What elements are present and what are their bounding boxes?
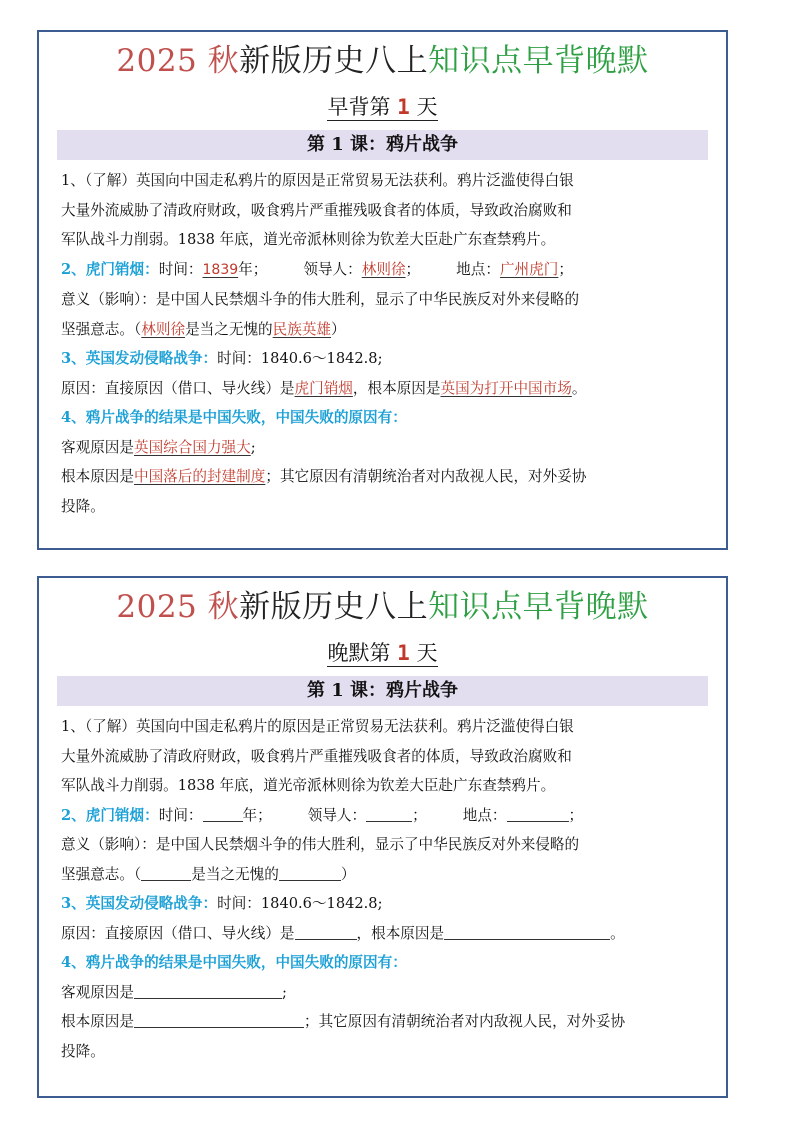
leader-label: 领导人： (303, 260, 362, 278)
significance-line-2 (61, 315, 708, 345)
significance-line: 意义（影响）：是中国人民禁烟斗争的伟大胜利，显示了中华民族反对外来侵略的 (61, 836, 580, 853)
day-subtitle (39, 638, 726, 668)
morning-recite-card (37, 30, 728, 550)
blank-root-cause[interactable] (444, 923, 610, 940)
blank-place[interactable] (507, 805, 569, 822)
answer-root-cause: 英国为打开中国市场 (440, 379, 572, 397)
semicolon: ； (568, 806, 584, 824)
significance-line-2 (61, 860, 708, 890)
day-number: 1 (397, 95, 410, 119)
section-heading: 4、鸦片战争的结果是中国失败，中国失败的原因有： (61, 409, 407, 426)
title-year-autumn: 2025 秋 (116, 589, 240, 625)
day-subtitle-underlined (327, 95, 437, 121)
answer-direct-cause: 虎门销烟 (294, 379, 353, 397)
paragraph-line: 1、（了解）英国向中国走私鸦片的原因是正常贸易无法获利。鸦片泛滥使得白银 (61, 172, 574, 189)
blank-root[interactable] (134, 1011, 304, 1028)
war-time: 时间：1840.6～1842.8; (217, 895, 383, 912)
cause-mid: ，根本原因是 (356, 924, 445, 942)
last-line: 投降。 (61, 1042, 105, 1060)
humen-line: 2、虎门销烟：时间：1839年； 领导人：林则徐； 地点：广州虎门； (61, 260, 573, 278)
result-line (61, 948, 708, 978)
section-heading: 3、英国发动侵略战争： (61, 895, 218, 912)
root-prefix: 根本原因是 (61, 468, 134, 485)
blank-objective[interactable] (134, 982, 282, 999)
subtitle-prefix: 晚默第 (327, 641, 391, 665)
section-heading: 2、虎门销烟： (61, 806, 159, 824)
cause-line (61, 374, 708, 404)
section-heading: 4、鸦片战争的结果是中国失败，中国失败的原因有： (61, 954, 407, 971)
card-title (39, 42, 726, 80)
title-knowledge: 知识点早背晚默 (428, 589, 649, 625)
year-suffix: 年； (238, 260, 268, 278)
day-number: 1 (397, 641, 410, 665)
root-line (61, 462, 708, 492)
time-label: 时间： (158, 806, 203, 824)
result-line (61, 403, 708, 433)
answer-hero-name: 林则徐 (141, 320, 186, 338)
card-title (39, 588, 726, 626)
evening-dictation-card (37, 576, 728, 1098)
cause-end: 。 (571, 379, 587, 397)
cause-end: 。 (610, 924, 625, 942)
last-line: 投降。 (61, 497, 105, 515)
obj-end: ; (281, 983, 287, 1001)
cause-prefix: 原因：直接原因（借口、导火线）是 (61, 924, 295, 942)
place-label: 地点： (462, 806, 507, 824)
obj-end: ; (250, 438, 256, 456)
paragraph-line: 大量外流威胁了清政府财政，吸食鸦片严重摧残吸食者的体质，导致政治腐败和 (61, 201, 572, 219)
subtitle-prefix: 早背第 (327, 95, 391, 119)
significance-line: 意义（影响）：是中国人民禁烟斗争的伟大胜利，显示了中华民族反对外来侵略的 (61, 291, 580, 308)
lesson-content (61, 166, 708, 521)
title-edition: 新版历史八上 (239, 43, 429, 79)
blank-direct-cause[interactable] (295, 923, 357, 940)
humen-line (61, 801, 708, 831)
root-suffix: ；其它原因有清朝统治者对内敌视人民，对外妥协 (265, 468, 587, 485)
title-knowledge: 知识点早背晚默 (428, 43, 649, 79)
subtitle-suffix: 天 (416, 641, 438, 665)
answer-place: 广州虎门 (499, 260, 559, 278)
day-subtitle-underlined (327, 641, 437, 667)
root-suffix: ；其它原因有清朝统治者对内敌视人民，对外妥协 (303, 1013, 626, 1030)
sig-prefix: 坚强意志。（ (61, 320, 142, 338)
sig-prefix: 坚强意志。（ (61, 865, 142, 883)
lesson-heading: 第 1 课：鸦片战争 (57, 676, 708, 706)
paragraph-line: 大量外流威胁了清政府财政，吸食鸦片严重摧残吸食者的体质，导致政治腐败和 (61, 747, 572, 765)
section-heading: 2、虎门销烟： (61, 260, 159, 278)
objective-line (61, 978, 708, 1008)
subtitle-suffix: 天 (416, 95, 438, 119)
cause-prefix: 原因：直接原因（借口、导火线）是 (61, 379, 295, 397)
year-suffix: 年； (242, 806, 272, 824)
objective-line (61, 433, 708, 463)
blank-hero-name[interactable] (141, 864, 191, 881)
obj-prefix: 客观原因是 (61, 438, 134, 456)
leader-label: 领导人： (307, 806, 367, 824)
title-year-autumn: 2025 秋 (116, 43, 240, 79)
lesson-content (61, 712, 708, 1066)
obj-prefix: 客观原因是 (61, 983, 134, 1001)
blank-year[interactable] (203, 805, 243, 822)
paragraph-line: 军队战斗力削弱。1838 年底，道光帝派林则徐为钦差大臣赴广东查禁鸦片。 (61, 777, 556, 794)
day-subtitle (39, 92, 726, 122)
time-label: 时间： (158, 260, 203, 278)
war-time: 时间：1840.6～1842.8; (217, 350, 383, 367)
answer-leader: 林则徐 (361, 260, 406, 278)
root-prefix: 根本原因是 (61, 1013, 134, 1030)
hero-mid: 是当之无愧的 (191, 865, 279, 883)
blank-hero-title[interactable] (279, 864, 341, 881)
lesson-heading: 第 1 课：鸦片战争 (57, 130, 708, 160)
place-label: 地点： (456, 260, 500, 278)
root-line (61, 1007, 708, 1037)
war-line (61, 344, 708, 374)
answer-hero-title: 民族英雄 (272, 320, 332, 338)
cause-mid: ，根本原因是 (352, 379, 441, 397)
title-edition: 新版历史八上 (239, 589, 429, 625)
close-paren: ） (331, 320, 346, 338)
answer-objective: 英国综合国力强大 (133, 438, 251, 456)
hero-mid: 是当之无愧的 (185, 320, 273, 338)
war-line (61, 889, 708, 919)
semicolon: ； (412, 806, 427, 824)
paragraph-line: 军队战斗力削弱。1838 年底，道光帝派林则徐为钦差大臣赴广东查禁鸦片。 (61, 231, 556, 248)
paragraph-line: 1、（了解）英国向中国走私鸦片的原因是正常贸易无法获利。鸦片泛滥使得白银 (61, 718, 574, 735)
answer-root: 中国落后的封建制度 (133, 468, 266, 485)
section-heading: 3、英国发动侵略战争： (61, 350, 218, 367)
close-paren: ） (340, 865, 356, 883)
cause-line (61, 919, 708, 949)
blank-leader[interactable] (366, 805, 412, 822)
answer-year: 1839 (202, 261, 239, 278)
